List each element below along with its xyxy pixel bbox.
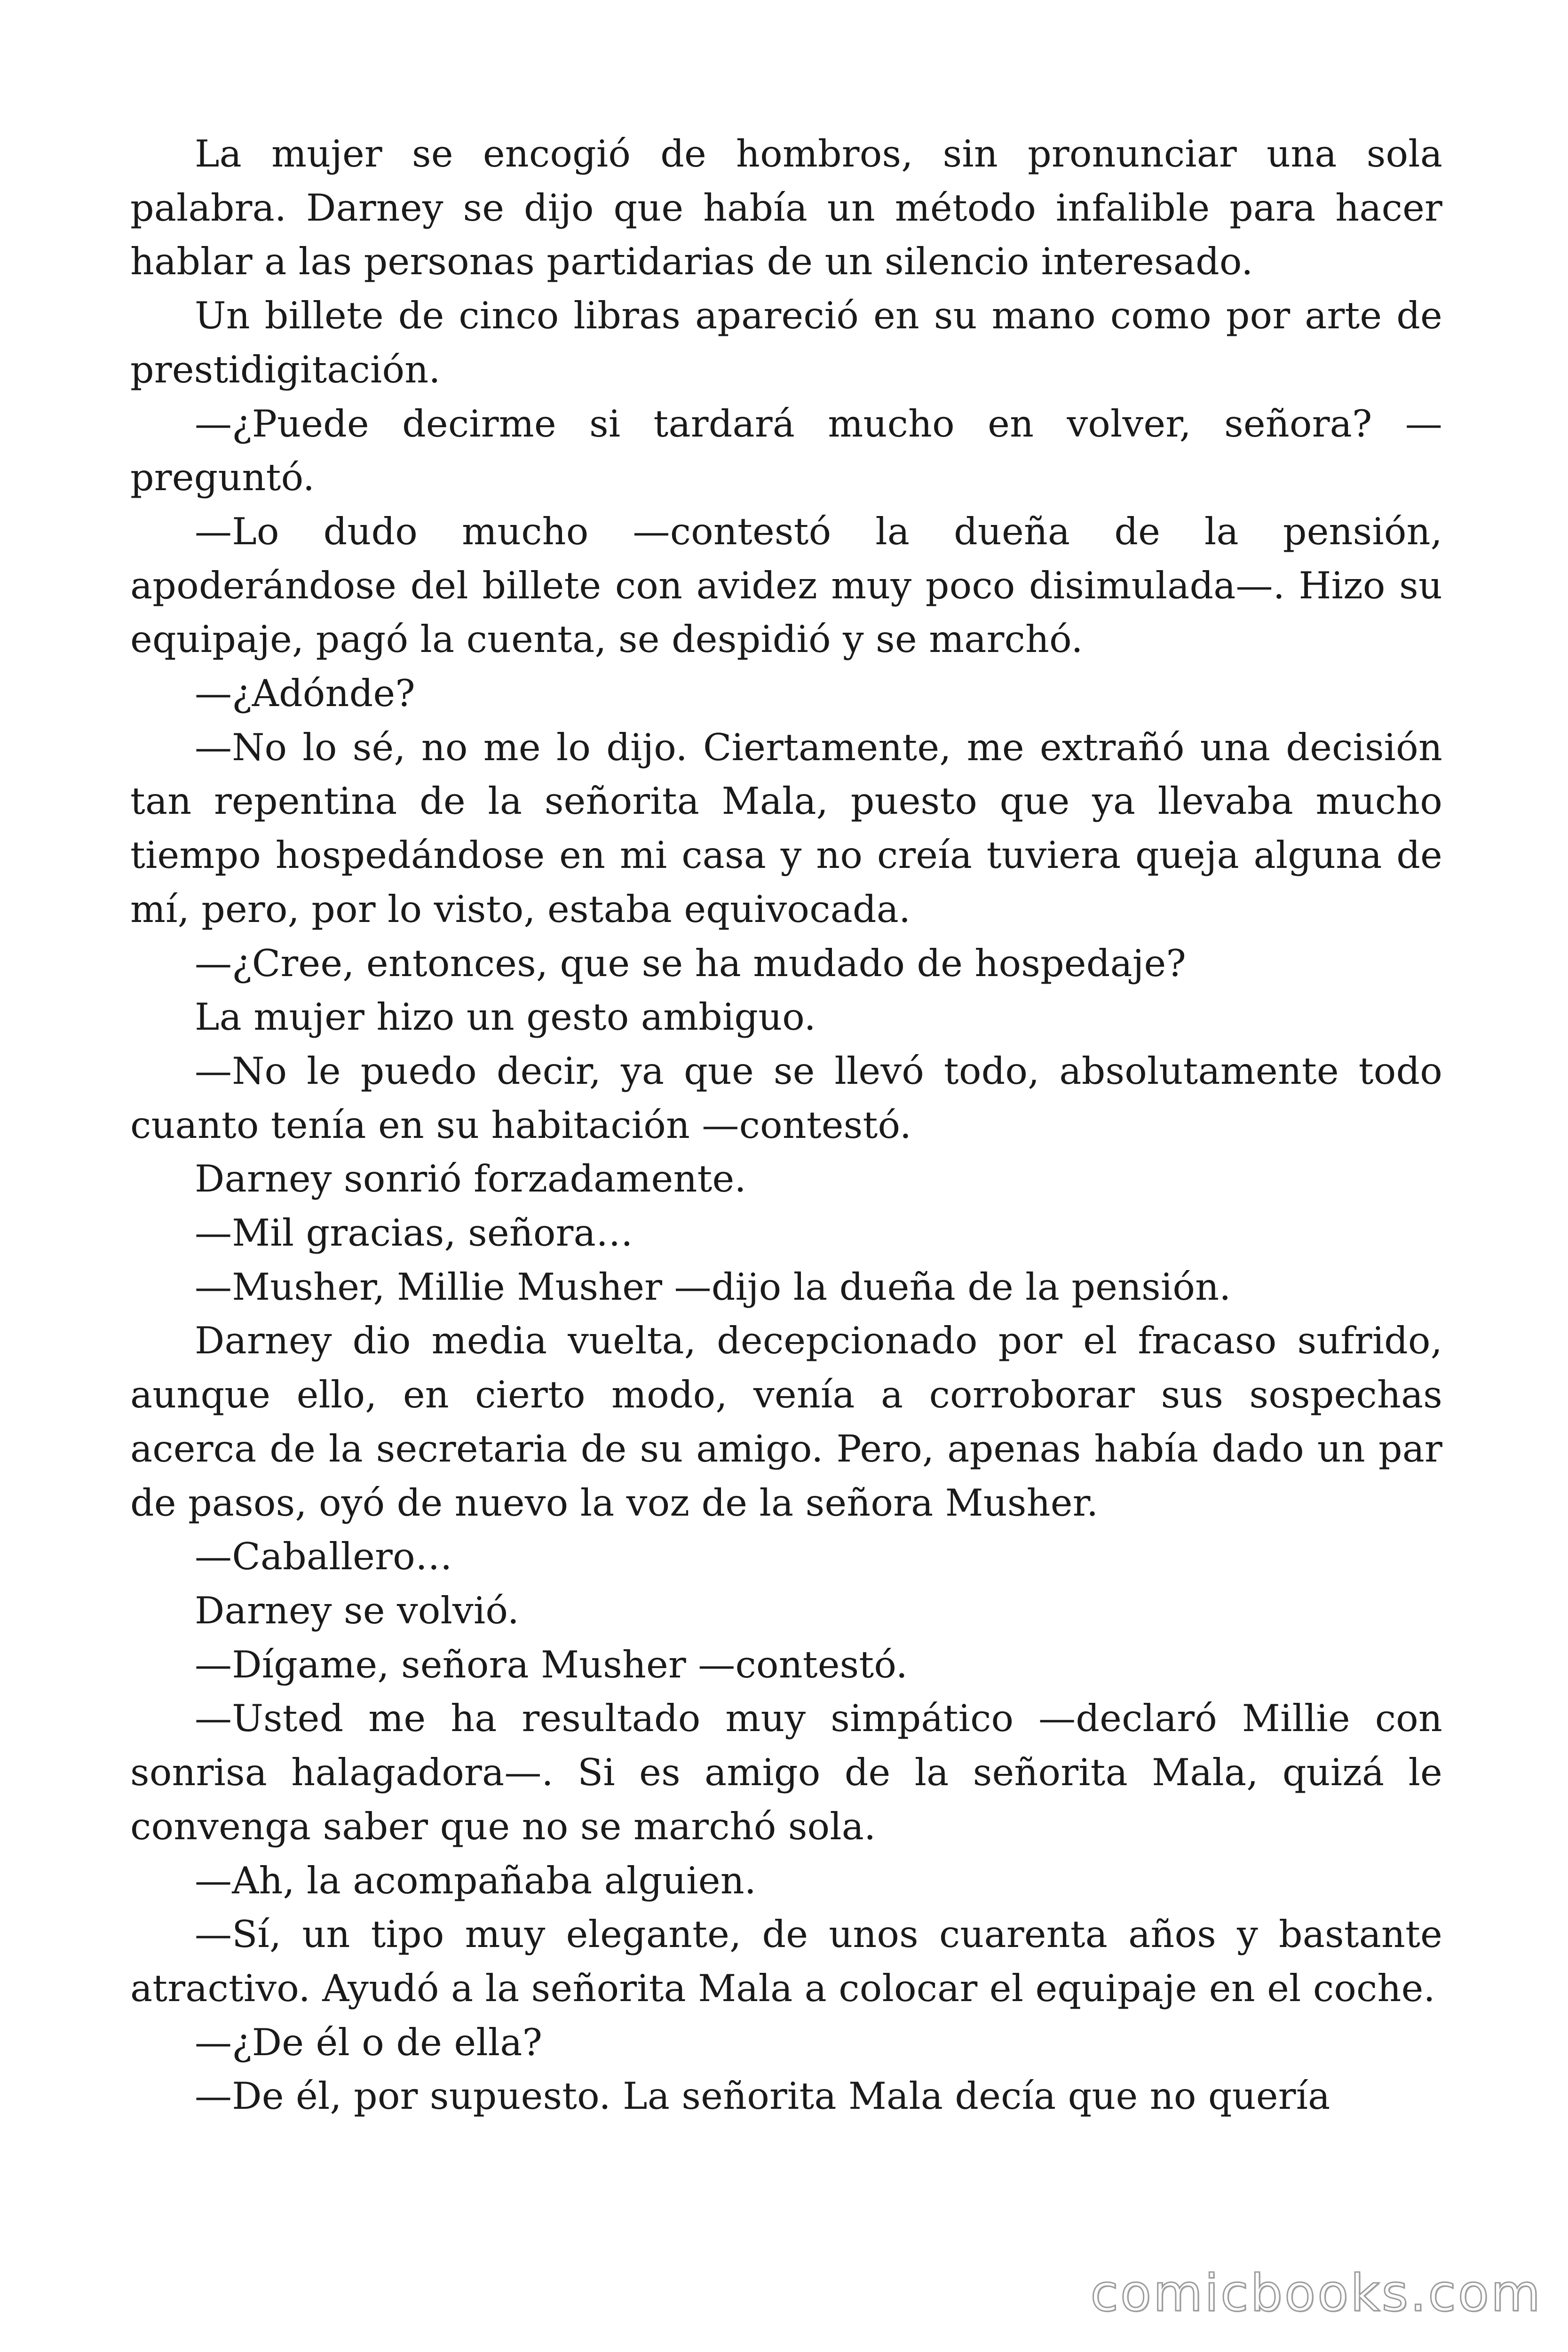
paragraph: Un billete de cinco libras apareció en su mano como por arte de prestidigitación. [130,294,1442,391]
paragraph: —Lo dudo mucho —contestó la dueña de la pensión, apoderándose del billete con avidez muy poco disimulada—. Hizo su equipaje, pagó la cuenta, se despidió y se marchó. [130,509,1442,661]
paragraph: —De él, por supuesto. La señorita Mala decía que no quería [195,2074,1330,2118]
paragraph: Darney dio media vuelta, decepcionado por el fracaso sufrido, aunque ello, en cierto modo, venía a corroborar sus sospechas acerca de la secretaria de su amigo. Pero, apenas había dado un par de pasos, oyó de nuevo la voz de la señora Musher. [130,1319,1442,1525]
paragraph: —Sí, un tipo muy elegante, de unos cuarenta años y bastante atractivo. Ayudó a la señorita Mala a colocar el equipaje en el coche. [130,1913,1442,2010]
paragraph: —¿De él o de ella? [195,2020,543,2064]
paragraph: La mujer hizo un gesto ambiguo. [195,995,816,1039]
paragraph: —Mil gracias, señora… [195,1211,634,1255]
paragraph: —Caballero… [195,1535,453,1579]
paragraph: —Ah, la acompañaba alguien. [195,1859,757,1902]
paragraph: —¿Cree, entonces, que se ha mudado de hospedaje? [195,941,1186,985]
paragraph: —No le puedo decir, ya que se llevó todo, absolutamente todo cuanto tenía en su habitación —contestó. [130,1049,1442,1147]
paragraph: —Dígame, señora Musher —contestó. [195,1643,908,1686]
paragraph: —Usted me ha resultado muy simpático —declaró Millie con sonrisa halagadora—. Si es amigo de la señorita Mala, quizá le convenga saber que no se marchó sola. [130,1697,1442,1848]
paragraph: —Musher, Millie Musher —dijo la dueña de la pensión. [195,1265,1231,1309]
paragraph: Darney sonrió forzadamente. [195,1157,746,1201]
text-block [130,127,1442,2123]
watermark: comicbooks.com [1090,2264,1542,2323]
paragraph: —¿Puede decirme si tardará mucho en volver, señora? —preguntó. [130,402,1442,500]
paragraph: —¿Adónde? [195,672,415,715]
paragraph: La mujer se encogió de hombros, sin pronunciar una sola palabra. Darney se dijo que había un método infalible para hacer hablar a las personas partidarias de un silencio interesado. [130,132,1442,284]
paragraph: Darney se volvió. [195,1589,520,1632]
paragraph: —No lo sé, no me lo dijo. Ciertamente, me extrañó una decisión tan repentina de la señorita Mala, puesto que ya llevaba mucho tiempo hospedándose en mi casa y no creía tuviera queja alguna de mí, pero, por lo visto, estaba equivocada. [130,725,1442,931]
